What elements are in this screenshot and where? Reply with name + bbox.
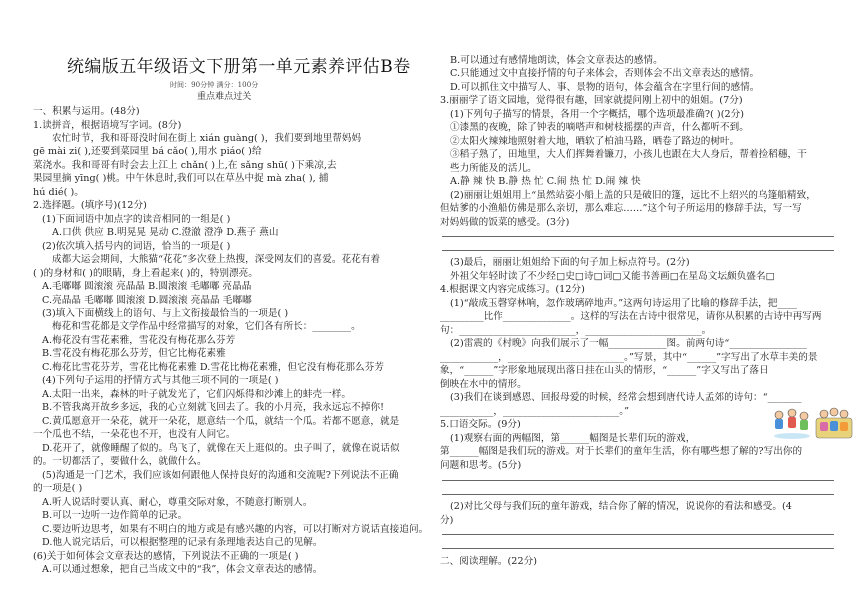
text-line: 但姑爹的小渔船仿佛是那么亲切，那么难忘……”这个句子所运用的修辞手法，写一写 bbox=[440, 203, 802, 214]
page-subtitle: 重点难点过关 bbox=[197, 92, 252, 102]
picture-one bbox=[774, 409, 810, 439]
text-line: hú dié( )。 bbox=[33, 187, 84, 198]
text-line: (6)关于如何体会文章表达的感情，下列说法不正确的一项是( ) bbox=[33, 551, 299, 562]
games-illustration bbox=[770, 404, 856, 444]
answer-line[interactable] bbox=[442, 534, 834, 535]
text-line: (2)丽丽让姐姐用上“虽然站姿小船上盖的只是破旧的篷，远比不上绍兴的乌篷船精致， bbox=[450, 190, 816, 201]
text-line: 外祖父年轻时读了不少经□史□诗□词□又能书善画□在星岛文坛颇负盛名□ bbox=[450, 271, 775, 282]
text-line: 的。一切都活了，要做什么，就做什么。 bbox=[33, 456, 207, 467]
option-line: C.要边听边思考，如果有不明白的地方或是有感兴趣的内容，可以打断对方说话直接追问。 bbox=[42, 524, 429, 535]
option-line: D.可以抓住文中描写人、事、景物的语句，体会蕴含在字里行间的感情。 bbox=[450, 82, 760, 93]
text-line: (3)最后，丽丽让姐姐给下面的句子加上标点符号。(2分) bbox=[450, 257, 690, 268]
option-line: A.口供 供应 B.明晃晃 晃动 C.澄澈 澄净 D.燕子 燕山 bbox=[52, 227, 279, 238]
text-line: ____________，________________________。”写景，其中“______”字写出了水草丰美的景 bbox=[440, 352, 818, 363]
text-line: ①漆黑的夜晚，除了钟表的嘀嗒声和树枝摇摆的声音，什么都听不到。 bbox=[450, 122, 749, 133]
question-heading: 2.选择题。(填序号)(12分) bbox=[33, 200, 147, 211]
text-line: 一个瓜也不结，一朵花也不开，也没有人问它。 bbox=[33, 429, 236, 440]
picture-two bbox=[816, 408, 852, 438]
section-heading: 一、积累与运用。(48分) bbox=[33, 106, 140, 117]
question-heading: 3.丽丽学了语文园地，觉得很有趣，回家就提问刚上初中的姐姐。(7分) bbox=[440, 95, 743, 106]
option-line: C.梅花比雪花芬芳，雪花比梅花素雅 D.雪花比梅花素雅，但它没有梅花那么芬芳 bbox=[42, 362, 384, 373]
question-heading: 5.口语交际。(9分) bbox=[440, 419, 521, 430]
exam-meta: 时间：90分钟 满分：100分 bbox=[170, 81, 259, 89]
option-line: B.雪花没有梅花那么芬芳，但它比梅花素雅 bbox=[42, 348, 226, 359]
option-line: A.太阳一出来，森林的叶子就发光了，它们闪烁得和沙滩上的蚌壳一样。 bbox=[42, 389, 352, 400]
text-line: 果园里摘 yīng( )桃。中午休息时,我们可以在草丛中捉 mà zha( ), 捕 bbox=[33, 173, 329, 184]
text-line: 梅花和雪花都是文学作品中经常描写的对象，它们各有所长：________。 bbox=[52, 321, 361, 332]
text-line: (3)填入下面横线上的语句、与上文衔接最恰当的一项是( ) bbox=[42, 308, 289, 319]
option-line: A.听人说话时要认真、耐心，尊重交际对象，不随意打断别人。 bbox=[42, 497, 313, 508]
option-line: C.黄瓜愿意开一朵花，就开一朵花，愿意结一个瓜，就结一个瓜。若都不愿意，就是 bbox=[42, 416, 400, 427]
text-line: 些力所能及的活儿。 bbox=[450, 163, 537, 174]
text-line: 的一项是( ) bbox=[33, 483, 83, 494]
text-line: 问题和思考。(5分) bbox=[440, 460, 522, 471]
option-line: B.可以一边听一边作简单的记录。 bbox=[42, 510, 188, 521]
text-line: _________比作______________。这样的写法在古诗中很常见，请你从积累的古诗中再写两 bbox=[440, 311, 822, 322]
answer-line[interactable] bbox=[442, 236, 834, 237]
text-line: ___________，________________________。” bbox=[440, 406, 630, 417]
question-heading: 4.根据课文内容完成练习。(12分) bbox=[440, 284, 585, 295]
text-line: 成都大运会期间，大熊猫“花花”多次登上热搜，深受网友们的喜爱。花花有着 bbox=[52, 254, 381, 265]
text-line: (5)沟通是一门艺术，我们应该如何跟他人保持良好的沟通和交流呢?下列说法不正确 bbox=[42, 470, 399, 481]
text-line: (1)下列句子描写的情景，各用一个字概括，哪个选项最准确?( )(2分) bbox=[450, 109, 745, 120]
option-line: C.亮晶晶 毛嘟嘟 圆滚滚 D.圆滚滚 亮晶晶 毛嘟嘟 bbox=[42, 295, 252, 306]
text-line: 第______幅图是我们玩的游戏。对于长辈们的童年生活，你有哪些想了解的?写出你的 bbox=[440, 446, 803, 457]
option-line: A.梅花没有雪花素雅，雪花没有梅花那么芬芳 bbox=[42, 335, 236, 346]
page-title: 统编版五年级语文下册第一单元素养评估B卷 bbox=[67, 57, 411, 77]
option-line: D.他人说完话后，可以根据整理的记录有条理地表达自己的见解。 bbox=[42, 537, 323, 548]
text-line: (1)观察右面的两幅图，第______幅图是长辈们玩的游戏， bbox=[450, 433, 696, 444]
section-heading: 二、阅读理解。(22分) bbox=[440, 556, 538, 567]
text-line: (1)“敲成玉磬穿林响，忽作玻璃碎地声。”这两句诗运用了比喻的修辞手法，把____ bbox=[450, 298, 797, 309]
text-line: 分) bbox=[440, 515, 454, 526]
option-line: A.静 辣 快 B.静 热 忙 C.闹 热 忙 D.闹 辣 快 bbox=[450, 176, 641, 187]
text-line: (2)依次填入括号内的词语，恰当的一项是( ) bbox=[42, 241, 231, 252]
option-line: A.毛嘟嘟 圆滚滚 亮晶晶 B.圆滚滚 毛嘟嘟 亮晶晶 bbox=[42, 281, 252, 292]
answer-line[interactable] bbox=[442, 250, 834, 251]
text-line: gē mài zi( ),还要到菜园里 bá cǎo( ),用水 piáo( )给 bbox=[33, 146, 262, 157]
text-line: (2)雷震的《村晚》向我们展示了一幅____________图。前两句诗“________________ bbox=[450, 338, 807, 349]
text-line: (1)下面词语中加点字的读音相同的一组是( ) bbox=[42, 214, 231, 225]
text-line: (2)对比父母与我们玩的童年游戏，结合你了解的情况，说说你的看法和感受。(4 bbox=[450, 501, 792, 512]
text-line: 倒映在水中的情形。 bbox=[440, 379, 527, 390]
answer-line[interactable] bbox=[442, 480, 834, 481]
text-line: 对妈妈做的饭菜的感受。(3分) bbox=[440, 217, 570, 228]
question-heading: 1.读拼音，根据语境写字词。(8分) bbox=[33, 120, 182, 131]
text-line: ③稻子熟了，田地里，大人们挥舞着镰刀，小孩儿也跟在大人身后，帮着捡稻穗，干 bbox=[450, 149, 807, 160]
answer-line[interactable] bbox=[442, 494, 834, 495]
text-line: 句：________________________，________________________。 bbox=[440, 325, 712, 336]
text-line: ( )的身材和( )的眼睛，身上看起来( )的，特别漂亮。 bbox=[33, 268, 258, 279]
option-line: B.不管我离开故乡多远，我的心立刻就飞回去了。我的小月亮，我永远忘不掉你! bbox=[42, 402, 384, 413]
text-line: (4)下列句子运用的抒情方式与其他三项不同的一项是( ) bbox=[42, 375, 279, 386]
answer-line[interactable] bbox=[442, 548, 834, 549]
option-line: C.只能通过文中直接抒情的句子来体会，否则体会不出文章表达的感情。 bbox=[450, 68, 760, 79]
option-line: B.可以通过有感情地朗读，体会文章表达的感情。 bbox=[450, 55, 663, 66]
text-line: ②太阳火辣辣地照射着大地，晒软了柏油马路，晒卷了路边的树叶。 bbox=[450, 136, 740, 147]
text-line: 象，“______”字形象地展现出落日挂在山头的情形，“______”字又写出了落日 bbox=[440, 365, 769, 376]
text-line: (3)我们在谈到感恩、回报母爱的时候，经常会想到唐代诗人孟郊的诗句：“_______ bbox=[450, 392, 802, 403]
text-line: 菜浇水。我和哥哥有时会去上江上 chǎn( )上,在 sǎng shū( )下乘凉,去 bbox=[33, 160, 337, 171]
option-line: D.花开了，就像睡醒了似的。鸟飞了，就像在天上逛似的。虫子叫了，就像在说话似 bbox=[42, 443, 400, 454]
text-line: 农忙时节，我和哥哥没时间在街上 xián guàng( )，我们要到地里帮妈妈 bbox=[52, 133, 362, 144]
option-line: A.可以通过想象，把自己当成文中的“我”，体会文章表达的感情。 bbox=[42, 564, 323, 575]
